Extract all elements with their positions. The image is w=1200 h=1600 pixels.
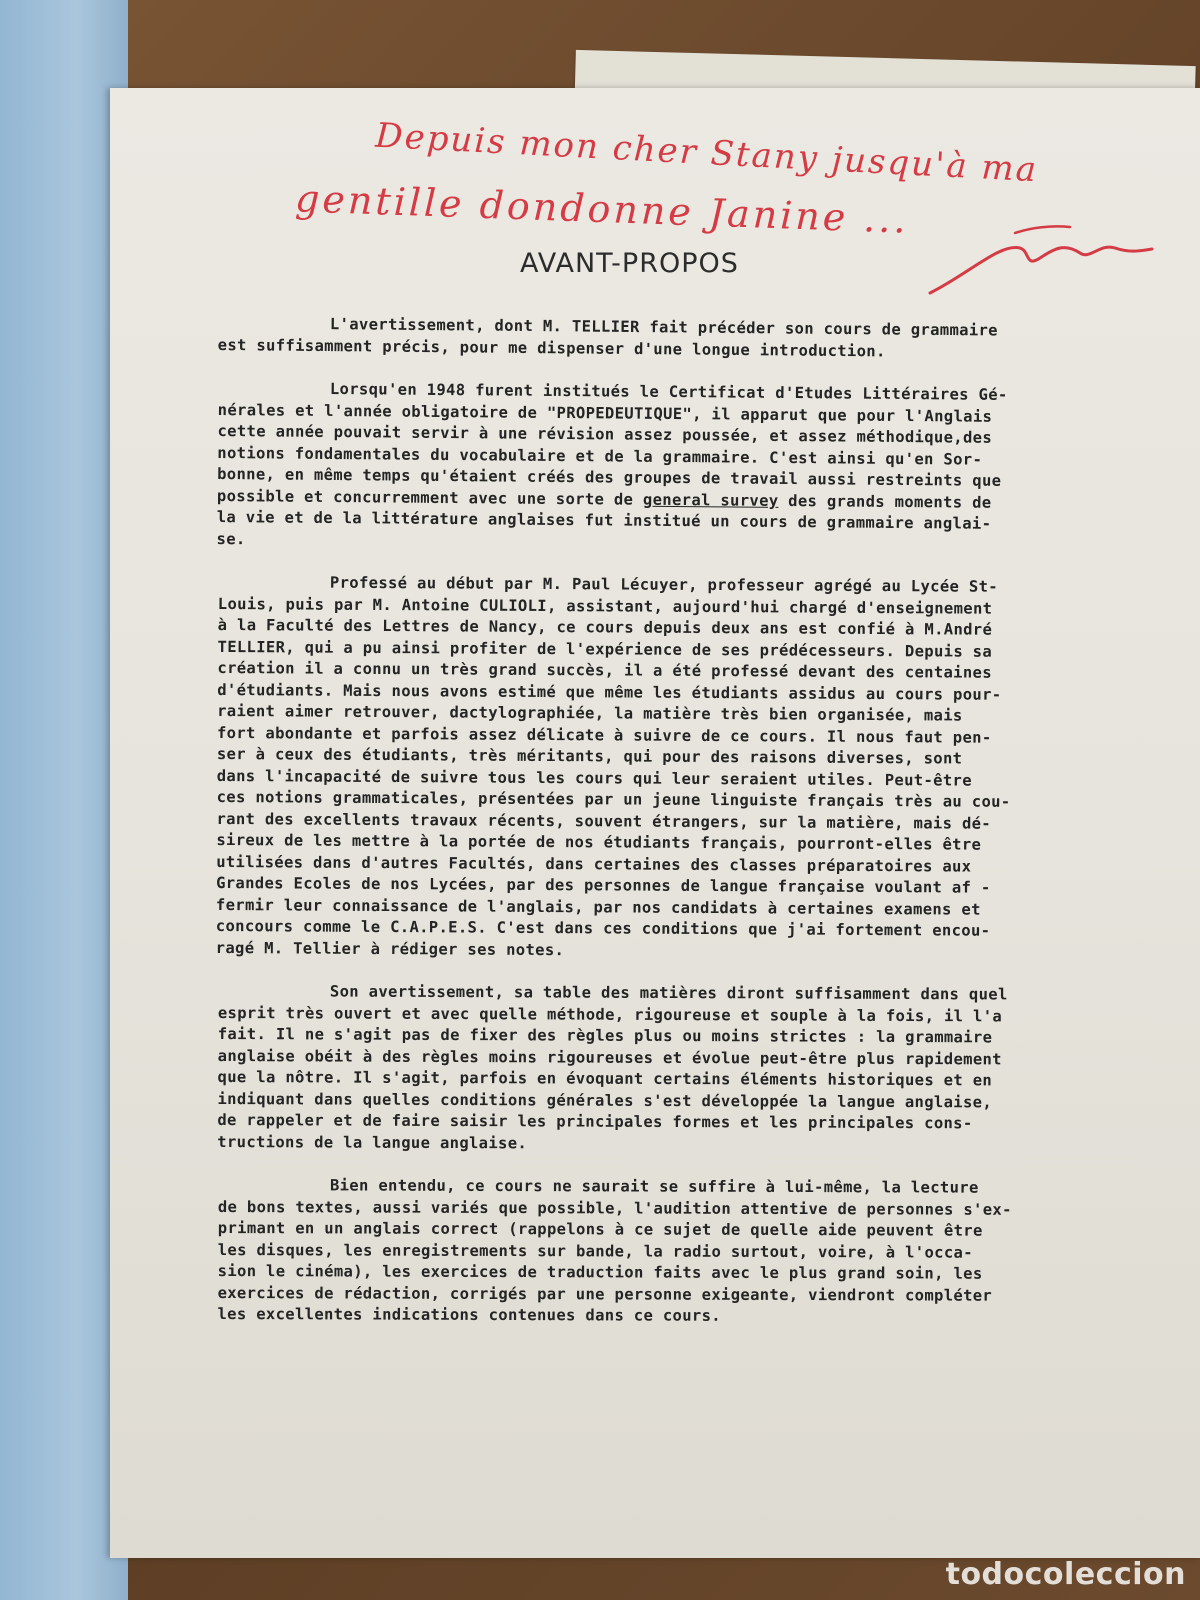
paragraph (216, 378, 1097, 558)
text-line: ragé M. Tellier à rédiger ses notes. (215, 938, 565, 959)
text-line: exercices de rédaction, corrigés par une personne exigeante, viendront compléter (217, 1283, 993, 1305)
text-line: sireux de les mettre à la portée de nos étudiants français, pourront-elles être (216, 830, 982, 854)
text-line: est suffisamment précis, pour me dispenser d'une longue introduction. (217, 335, 886, 360)
underlined-phrase: general survey (642, 490, 779, 510)
text-line: Grandes Ecoles de nos Lycées, par des personnes de langue française voulant af - (216, 873, 991, 897)
document-page (110, 88, 1200, 1558)
text-line: utilisées dans d'autres Facultés, dans certaines des classes préparatoires aux (216, 852, 972, 876)
text-line: à la Faculté des Lettres de Nancy, ce cours depuis deux ans est confié à M.André (217, 615, 993, 639)
text-line: L'avertissement, dont M. TELLIER fait précéder son cours de grammaire (329, 315, 999, 340)
text-line: d'étudiants. Mais nous avons estimé que même les étudiants assidus au cours pour- (217, 680, 1002, 704)
text-line: nérales et l'année obligatoire de "PROPEDEUTIQUE", il apparut que pour l'Anglais (217, 400, 993, 426)
handwritten-signature (920, 213, 1160, 303)
paragraph (217, 1175, 1098, 1329)
text-line: primant en un anglais correct (rappelons à ce sujet de quelle aide peuvent être (217, 1218, 983, 1240)
text-line: Professé au début par M. Paul Lécuyer, professeur agrégé au Lycée St- (329, 573, 999, 596)
text-line: Son avertissement, sa table des matières diront suffisamment dans quel (329, 982, 1008, 1004)
blue-cover (0, 0, 128, 1600)
text-line: de bons textes, aussi variés que possible, l'audition attentive de personnes s'ex- (217, 1197, 1012, 1219)
text-line: anglaise obéit à des règles moins rigoureuses et évolue peut-être plus rapidement (217, 1046, 1002, 1068)
text-line: esprit très ouvert et avec quelle méthode, rigoureuse et souple à la fois, il l'a (217, 1003, 1003, 1025)
text-line: Bien entendu, ce cours ne saurait se suffire à lui-même, la lecture (329, 1176, 979, 1197)
text-line: création il a connu un très grand succès, il a été professé devant des centaines (217, 658, 993, 682)
text-segment: possible et concurremment avec une sorte de (216, 486, 644, 509)
text-line: fort abondante et parfois assez délicate à suivre de ce cours. Il nous faut pen- (216, 723, 992, 747)
text-line: la vie et de la littérature anglaises fut institué un cours de grammaire anglai- (216, 507, 992, 533)
text-line: ser à ceux des étudiants, très méritants, qui pour des raisons diverses, sont (216, 744, 963, 768)
paragraph (217, 981, 1098, 1157)
text-line: se. (216, 529, 246, 548)
text-line: que la nôtre. Il s'agit, parfois en évoquant certains éléments historiques et en (217, 1067, 993, 1090)
text-line: sion le cinéma), les exercices de traduction faits avec le plus grand soin, les (217, 1261, 983, 1283)
text-line: Lorsqu'en 1948 furent institués le Certificat d'Etudes Littéraires Gé- (329, 379, 1008, 404)
text-line: les disques, les enregistrements sur bande, la radio surtout, voire, à l'occa- (217, 1240, 973, 1262)
text-line: cette année pouvait servir à une révision assez poussée, et assez méthodique,des (217, 421, 993, 447)
text-line: bonne, en même temps qu'étaient créés des groupes de travail aussi restreints que (217, 464, 1002, 490)
document-body (215, 313, 1098, 1348)
text-line: tructions de la langue anglaise. (217, 1132, 528, 1152)
text-line: ces notions grammaticales, présentées par un jeune linguiste français très au cou- (216, 787, 1011, 811)
text-line: fait. Il ne s'agit pas de fixer des règles plus ou moins strictes : la grammaire (217, 1024, 993, 1047)
dedication-line-1: Depuis mon cher Stany jusqu'à ma (374, 115, 1039, 191)
text-line: concours comme le C.A.P.E.S. C'est dans ces conditions que j'ai fortement encou- (215, 916, 991, 940)
paragraph (216, 572, 1098, 964)
dedication-line-2: gentille dondonne Janine ... (294, 176, 910, 242)
page-title: AVANT-PROPOS (520, 248, 739, 279)
text-line: de rappeler et de faire saisir les principales formes et les principales cons- (217, 1110, 973, 1133)
text-line: raient aimer retrouver, dactylographiée, la matière très bien organisée, mais (217, 701, 963, 725)
text-line: Louis, puis par M. Antoine CULIOLI, assistant, aujourd'hui chargé d'enseignement (217, 594, 993, 618)
text-line: dans l'incapacité de suivre tous les cours qui leur seraient utiles. Peut-être (216, 766, 972, 790)
text-line: indiquant dans quelles conditions générales s'est développée la langue anglaise, (217, 1089, 993, 1111)
paragraph (218, 313, 1098, 364)
text-line: TELLIER, qui a pu ainsi profiter de l'expérience de ses prédécesseurs. Depuis sa (217, 637, 993, 661)
text-line: notions fondamentales du vocabulaire et de la grammaire. C'est ainsi qu'en Sor- (217, 443, 983, 469)
text-line: rant des excellents travaux récents, souvent étrangers, sur la matière, mais dé- (216, 809, 992, 833)
watermark-logo: todocoleccion (945, 1557, 1186, 1592)
text-line: fermir leur connaissance de l'anglais, par nos candidats à certaines examens et (215, 895, 981, 919)
text-segment: des grands moments de (778, 491, 992, 512)
text-line: les excellentes indications contenues dans ce cours. (217, 1304, 721, 1325)
